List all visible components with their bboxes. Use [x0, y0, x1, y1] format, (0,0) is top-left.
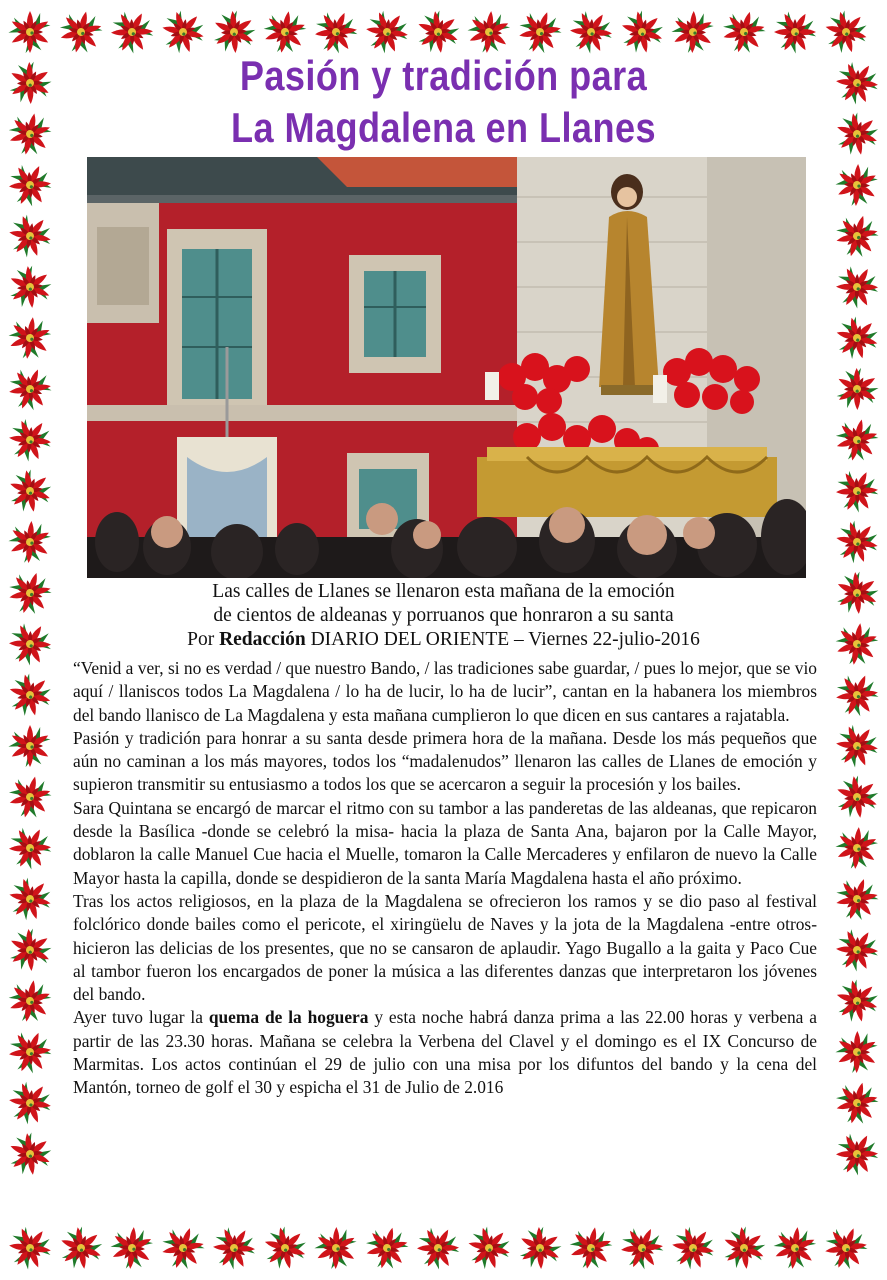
- byline: [80, 628, 807, 652]
- poinsettia-icon: [0, 665, 59, 724]
- poinsettia-icon: [3, 566, 56, 619]
- poinsettia-icon: [828, 463, 885, 520]
- poinsettia-icon: [6, 314, 53, 362]
- article-title: [114, 50, 774, 154]
- poinsettia-icon: [4, 771, 55, 822]
- poinsettia-icon: [818, 1221, 872, 1275]
- poinsettia-icon: [361, 1222, 412, 1274]
- poinsettia-icon: [829, 667, 884, 722]
- poinsettia-icon: [830, 872, 883, 925]
- poinsettia-icon: [409, 1219, 466, 1276]
- caption-line-2: de cientos de aldeanas y porruanos que honraron a su santa: [213, 605, 674, 626]
- poinsettia-icon: [5, 977, 54, 1026]
- poinsettia-icon: [663, 1218, 722, 1277]
- paragraph-2: Pasión y tradición para honrar a su santa desde primera hora de la mañana. Desde los más pequeños que aún no caminan a los más mayores, todos los “madalenudos” llenaron las calles de Llanes de emoción y supieron transmitir su entusiasmo a todos los que se acercaron a seguir la procesión y los bailes.: [73, 727, 817, 795]
- paragraph-5-start: Ayer tuvo lugar la: [73, 1007, 203, 1028]
- paragraph-5-end: y esta noche habrá danza prima a las 22.00 horas y verbena a partir de las 23.30 horas. Mañana se celebra la Verbena del Clavel y el domingo es el IX Concurso de Marmitas. Los actos continúan el 29 de julio con una misa por los difuntos del bando y la cena del Mantón, torneo de golf el 30 y espicha el 31 de Julio de 2.016: [73, 1007, 817, 1098]
- poinsettia-icon: [204, 1219, 262, 1277]
- poinsettia-icon: [827, 512, 886, 571]
- paragraph-4: Tras los actos religiosos, en la plaza de la Magdalena se ofrecieron los ramos y se dio paso al festival folclórico donde bailes como el pericote, el xiringüelu de Naves y la jota de la Magdalena -entre otros- hicieron las delicias de los presentes, que no se cansaron de aplaudir. Yago Bugallo a la gaita y Paco Cue al tambor fueron los encargados de poner la música a las diferentes danzas que interpretaron los jóvenes del bando.: [73, 890, 817, 1005]
- poinsettia-icon: [2, 1024, 57, 1080]
- poinsettia-icon: [0, 461, 59, 520]
- poinsettia-icon: [0, 1073, 59, 1132]
- poinsettia-icon: [2, 361, 57, 416]
- byline-author: Redacción: [219, 629, 306, 650]
- procession-photo: [87, 157, 806, 578]
- byline-source: DIARIO DEL ORIENTE – Viernes 22-julio-2016: [310, 629, 700, 650]
- poinsettia-icon: [832, 620, 880, 668]
- poinsettia-icon: [831, 415, 881, 465]
- poinsettia-icon: [255, 1218, 314, 1277]
- poinsettia-icon: [459, 1218, 518, 1277]
- poinsettia-icon: [109, 1225, 155, 1271]
- poinsettia-icon: [816, 2, 875, 61]
- poinsettia-icon: [0, 869, 59, 928]
- poinsettia-icon: [5, 109, 55, 159]
- poinsettia-icon: [827, 563, 886, 622]
- title-line-2: La Magdalena en Llanes: [231, 104, 656, 151]
- poinsettia-icon: [0, 920, 58, 978]
- poinsettia-icon: [8, 725, 50, 767]
- byline-prefix: Por: [187, 629, 215, 650]
- poinsettia-icon: [766, 3, 823, 60]
- poinsettia-icon: [835, 1031, 878, 1074]
- caption-line-1: Las calles de Llanes se llenaron esta mañana de la emoción: [212, 581, 675, 602]
- poinsettia-icon: [465, 9, 511, 55]
- poinsettia-icon: [671, 10, 714, 54]
- poinsettia-icon: [834, 825, 880, 871]
- poinsettia-icon: [827, 308, 886, 367]
- paragraph-1: “Venid a ver, si no es verdad / que nuestro Bando, / las tradiciones sabe guardar, / pues lo mejor, que se vio aquí / llaniscos todos La Magdalena / lo ha de lucir, lo ha de lucir”, cantan en la habanera los miembros del bando llanisco de La Magdalena y esta mañana cumplieron lo que dicen en sus cantares a rajatabla.: [73, 658, 817, 725]
- poinsettia-icon: [830, 210, 882, 263]
- poinsettia-icon: [1, 819, 58, 876]
- title-line-1: Pasión y tradición para: [239, 52, 648, 99]
- poinsettia-icon: [8, 11, 50, 53]
- poinsettia-icon: [511, 1219, 569, 1277]
- poinsettia-icon: [827, 971, 886, 1030]
- poinsettia-icon: [827, 104, 886, 163]
- poinsettia-icon: [614, 1220, 670, 1276]
- poinsettia-icon: [0, 257, 59, 316]
- poinsettia-icon: [0, 206, 59, 265]
- poinsettia-icon: [771, 1225, 818, 1272]
- poinsettia-icon: [0, 1124, 59, 1183]
- poinsettia-icon: [0, 410, 59, 469]
- poinsettia-icon: [0, 1218, 59, 1277]
- poinsettia-icon: [566, 1223, 615, 1272]
- article-body: [73, 657, 817, 1100]
- poinsettia-icon: [827, 767, 886, 826]
- poinsettia-icon: [7, 520, 52, 565]
- photo-caption: [80, 580, 807, 652]
- poinsettia-icon: [1, 615, 59, 673]
- poinsettia-icon: [156, 1221, 209, 1274]
- poinsettia-icon: [1, 157, 57, 213]
- paragraph-5-highlight: quema de la hoguera: [208, 1007, 369, 1028]
- poinsettia-icon: [831, 1077, 882, 1129]
- poinsettia-icon: [834, 163, 878, 207]
- poinsettia-icon: [714, 1218, 773, 1277]
- poinsettia-icon: [828, 258, 886, 316]
- poinsettia-icon: [55, 6, 106, 57]
- poinsettia-icon: [260, 8, 309, 57]
- poinsettia-icon: [827, 53, 886, 112]
- poinsettia-icon: [828, 360, 886, 418]
- paragraph-3: Sara Quintana se encargó de marcar el ritmo con su tambor a las panderetas de las aldeanas, que repicaron desde la Basílica -donde se celebró la misa- hacia la plaza de Santa Ana, bajaron por la Calle Mayor, doblaron la calle Manuel Cue hacia el Muelle, tomaron la Calle Mercaderes y enfilaron de nuevo la Calle Mayor hasta la capilla, donde se despidieron de la santa María Magdalena hasta el año próximo.: [73, 797, 817, 888]
- poinsettia-icon: [314, 1227, 357, 1270]
- poinsettia-icon: [1, 54, 59, 112]
- poinsettia-icon: [827, 716, 886, 775]
- poinsettia-icon: [51, 1218, 110, 1277]
- poinsettia-icon: [828, 1125, 885, 1182]
- poinsettia-icon: [827, 921, 885, 979]
- paragraph-5: [73, 1006, 817, 1099]
